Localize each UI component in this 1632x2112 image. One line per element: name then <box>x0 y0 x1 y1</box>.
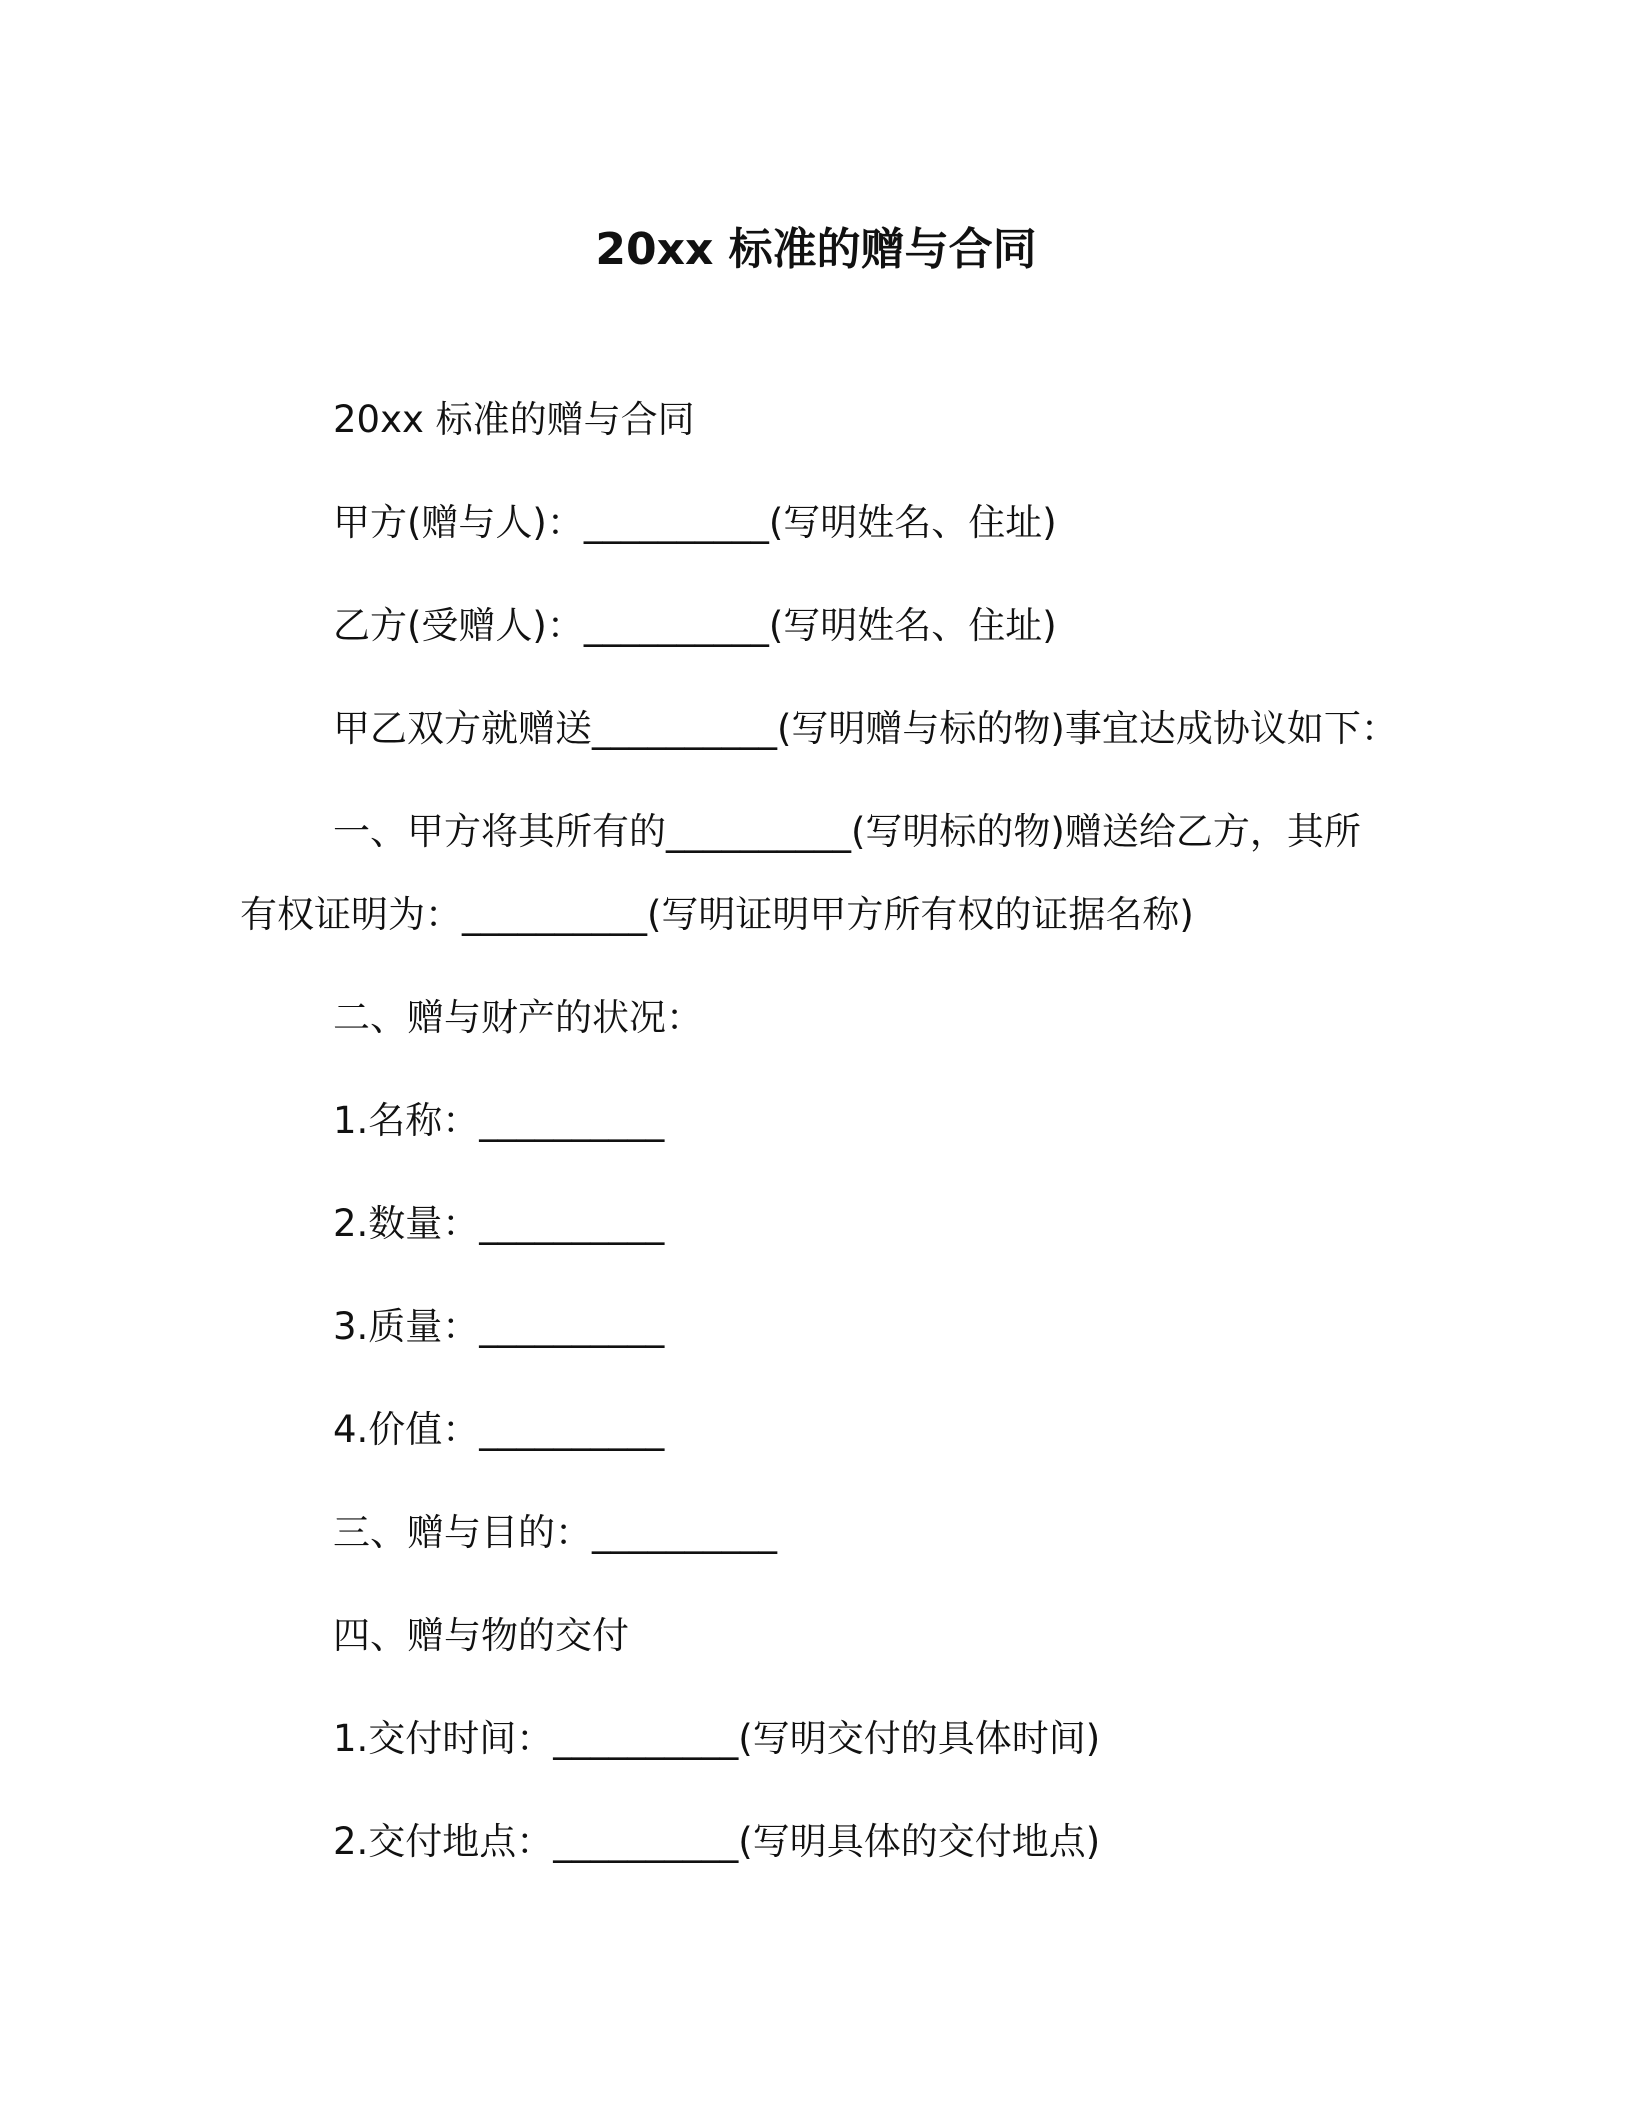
party-a-line: 甲方(赠与人)：__________(写明姓名、住址) <box>333 501 1057 544</box>
clause-1-line-2: 有权证明为：__________(写明证明甲方所有权的证据名称) <box>240 893 1194 936</box>
party-b-line: 乙方(受赠人)：__________(写明姓名、住址) <box>333 604 1057 647</box>
agreement-intro-line: 甲乙双方就赠送__________(写明赠与标的物)事宜达成协议如下： <box>333 707 1398 750</box>
delivery-place-line: 2.交付地点：__________(写明具体的交付地点) <box>333 1820 1101 1863</box>
property-quantity-line: 2.数量：__________ <box>333 1202 665 1245</box>
subtitle-line: 20xx 标准的赠与合同 <box>333 398 695 441</box>
clause-2-heading: 二、赠与财产的状况： <box>333 996 703 1039</box>
delivery-time-line: 1.交付时间：__________(写明交付的具体时间) <box>333 1717 1101 1760</box>
clause-4-heading: 四、赠与物的交付 <box>333 1614 629 1657</box>
clause-3-purpose-line: 三、赠与目的：__________ <box>333 1511 777 1554</box>
document-title: 20xx 标准的赠与合同 <box>595 224 1037 275</box>
clause-1-line-1: 一、甲方将其所有的__________(写明标的物)赠送给乙方，其所 <box>333 810 1361 853</box>
property-quality-line: 3.质量：__________ <box>333 1305 665 1348</box>
property-name-line: 1.名称：__________ <box>333 1099 665 1142</box>
property-value-line: 4.价值：__________ <box>333 1408 665 1451</box>
